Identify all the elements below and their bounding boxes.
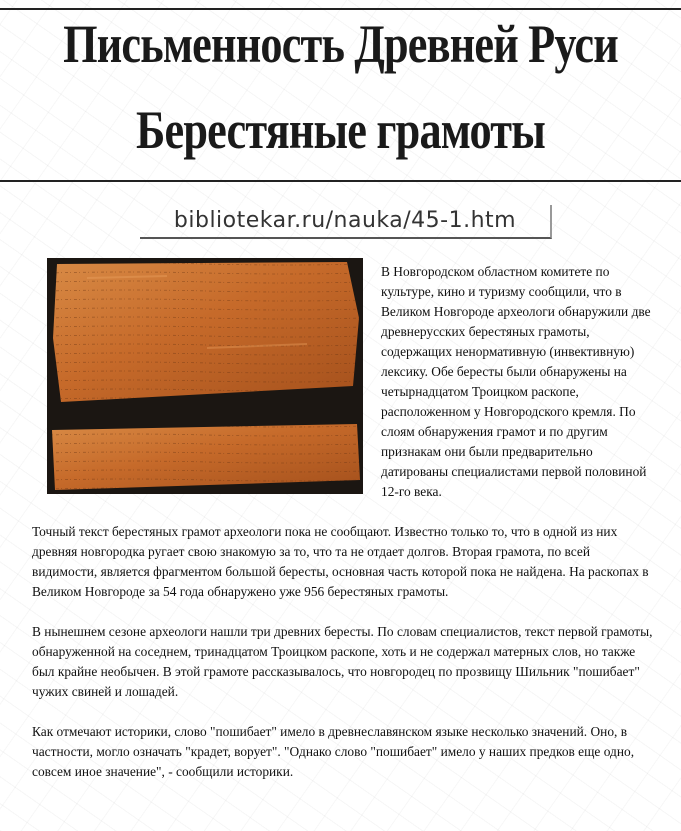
source-url: bibliotekar.ru/nauka/45-1.htm [173,208,517,233]
source-url-box [140,205,552,239]
article-paragraph-3: В нынешнем сезоне археологи нашли три древних бересты. По словам специалистов, текст первой грамоты, обнаруженной на соседнем, тринадцатом Троицком раскопе, хоть и не содержал матерных слов, но также был крайне необычен. В этой грамоте рассказывалось, что новгородец по прозвищу Шильник "пошибает" чужих свиней и лошадей. [32,624,653,699]
article-paragraph-2: Точный текст берестяных грамот археологи пока не сообщают. Известно только то, что в одной из них древняя новгородка ругает свою знакомую за то, что та не отдает долгов. Вторая грамота, по всей видимости, является фрагментом большой бересты, основная часть которой пока не найдена. На раскопах в Великом Новгороде за 54 года обнаружено уже 956 берестяных грамоты. [32,524,649,599]
header-top-rule [0,8,681,10]
article-paragraph-1: В Новгородском областном комитете по культуре, кино и туризму сообщили, что в Великом Новгороде археологи обнаружили две древнерусских берестяных грамоты, содержащих ненормативную (инвективную) лексику. Обе бересты были обнаружены на четырнадцатом Троицком раскопе, расположенном у Новгородского кремля. По слоям обнаружения грамот и по другим признакам они были предварительно датированы специалистами первой половиной 12-го века. [381,264,651,499]
image-float-spacer [32,262,381,494]
page-title-line2: Берестяные грамоты [136,100,545,160]
page-title-line1: Письменность Древней Руси [63,14,618,74]
article-paragraph-4: Как отмечают историки, слово "пошибает" имело в древнеславянском языке несколько значений. Оно, в частности, могло означать "крадет, ворует". "Однако слово "пошибает" имело у наших предков еще одно, совсем иное значение", - сообщили историки. [32,724,635,779]
header-bottom-rule [0,180,681,182]
article-body [32,262,657,802]
